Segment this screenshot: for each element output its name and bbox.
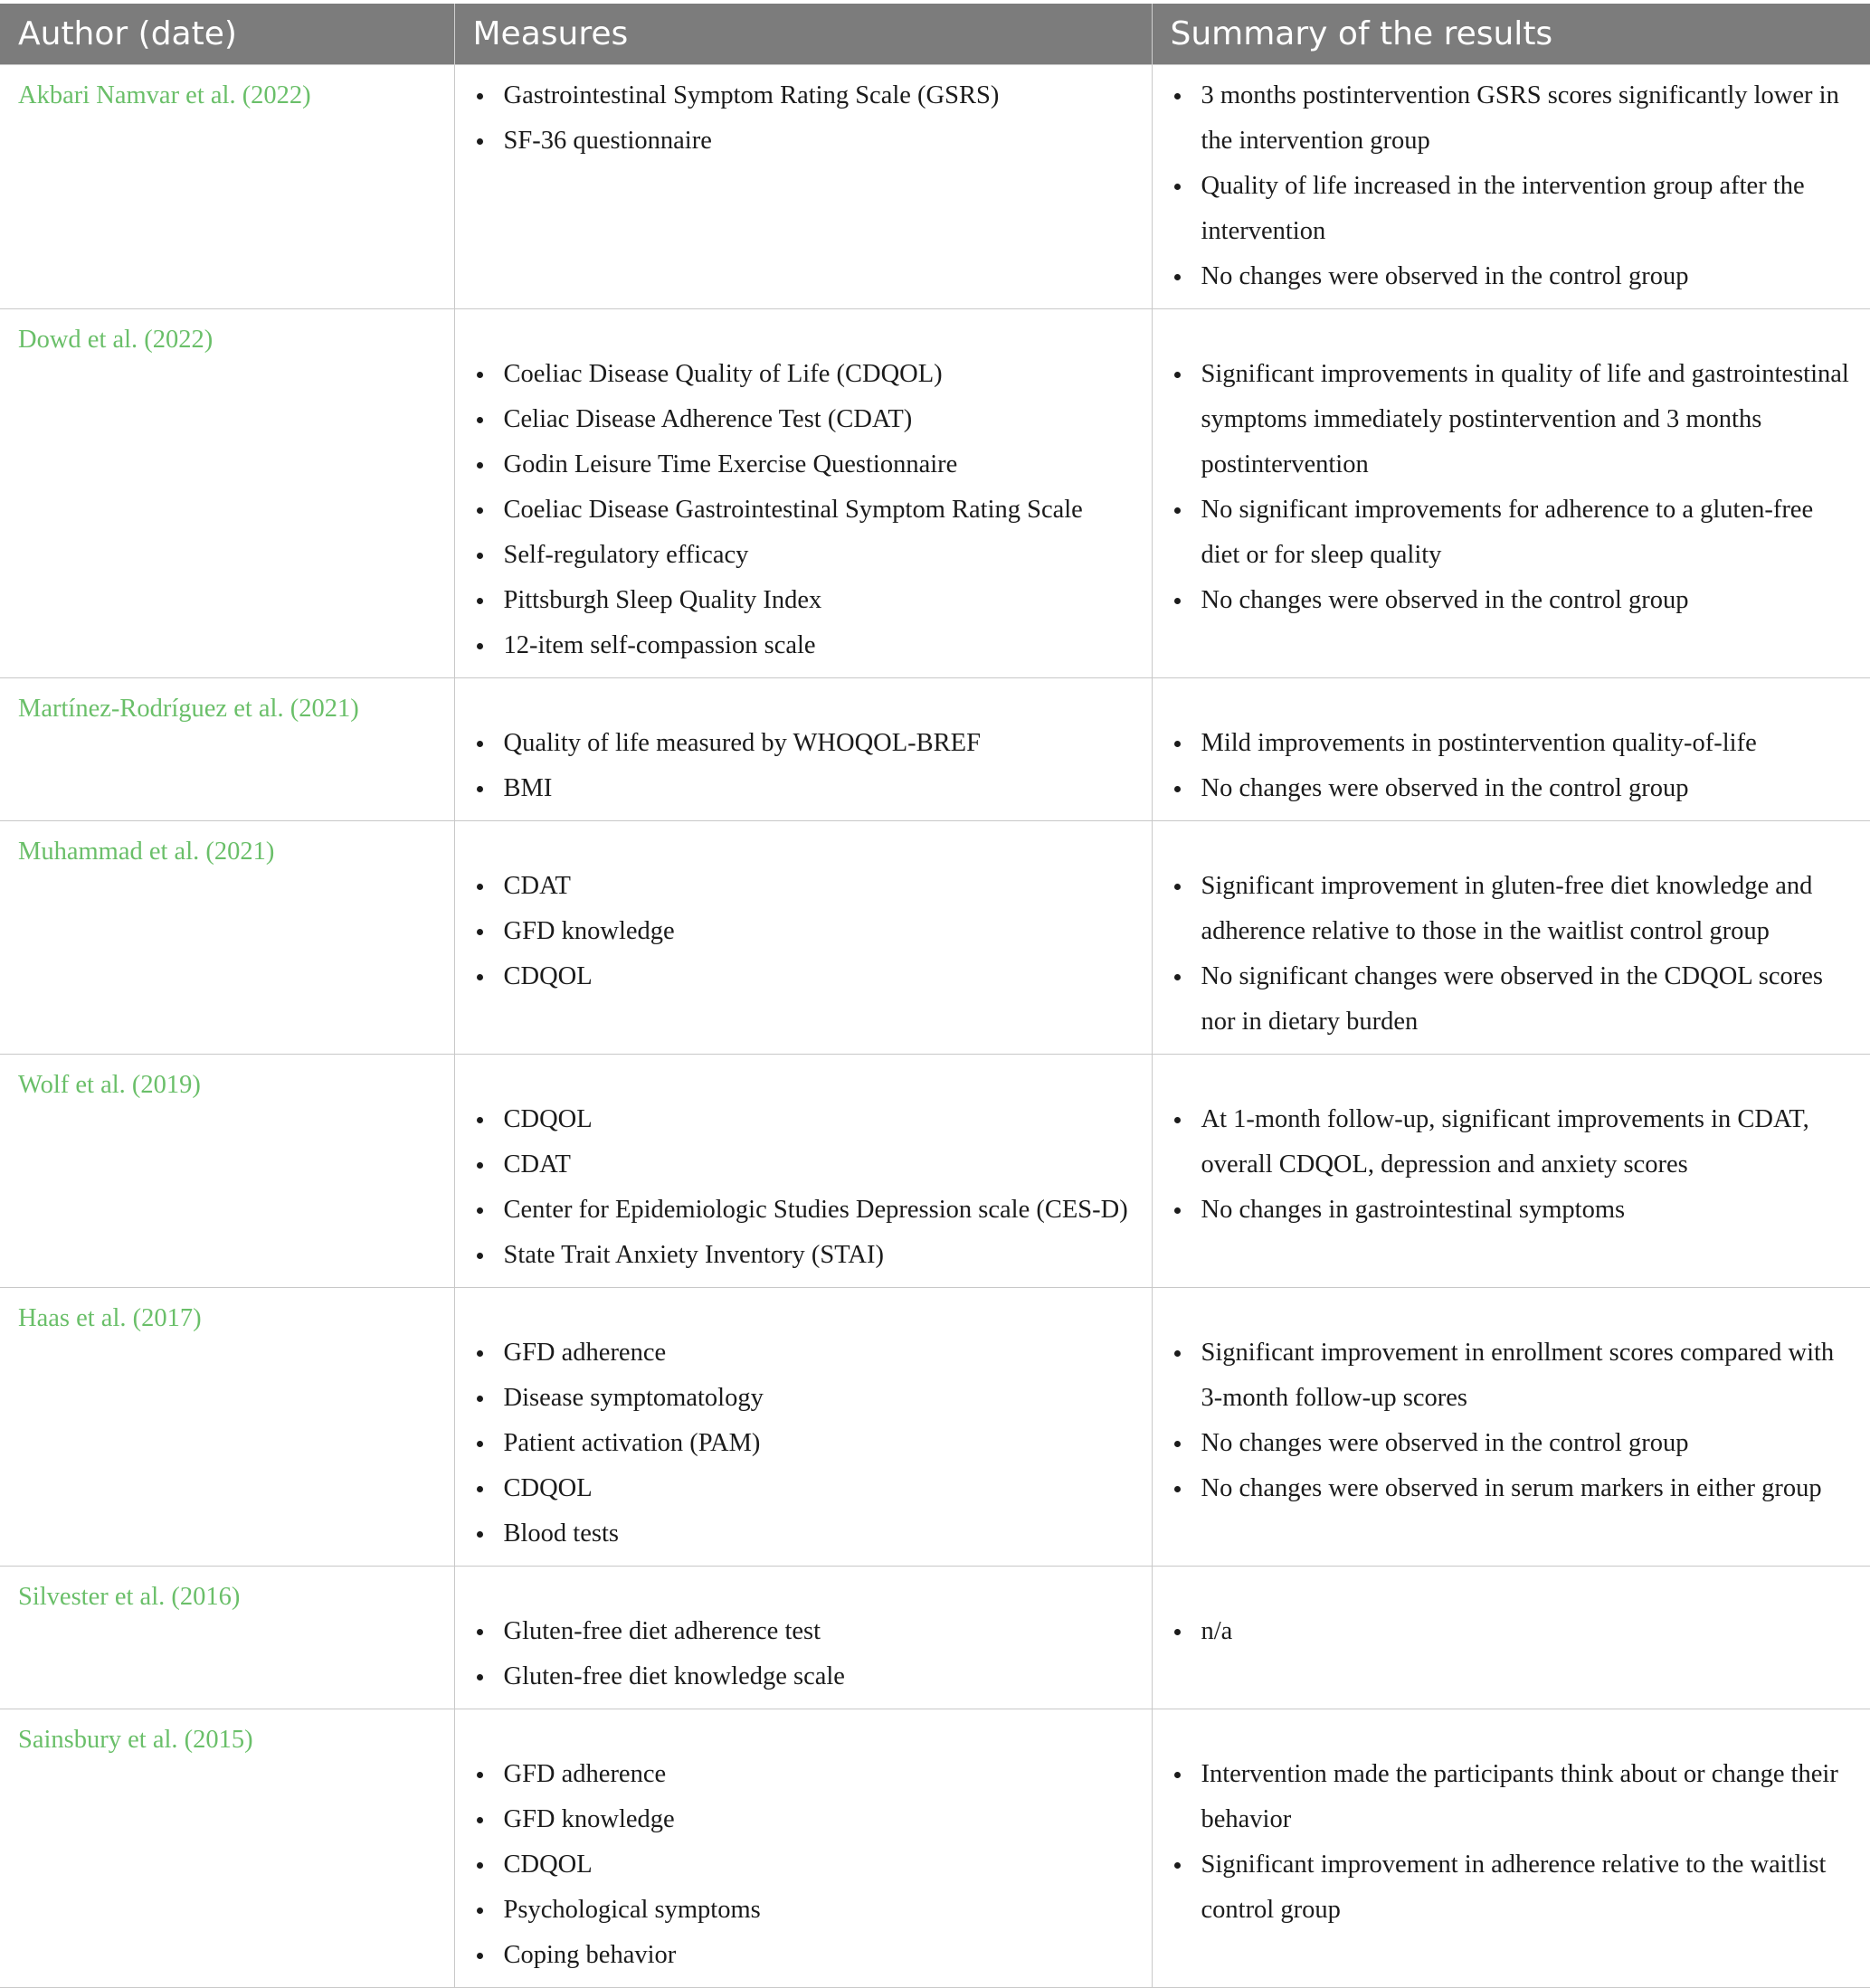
table-row [0,308,1870,677]
measure-item: 12-item self-compassion scale [455,623,1152,668]
measure-item: Psychological symptoms [455,1888,1152,1933]
results-list [1153,1567,1870,1663]
measure-item: SF-36 questionnaire [455,118,1152,164]
measures-list [455,65,1152,173]
measures-list [455,821,1152,1008]
table-row [0,1287,1870,1566]
author-link[interactable]: Muhammad et al. (2021) [0,821,454,875]
measure-item: Celiac Disease Adherence Test (CDAT) [455,397,1152,442]
result-item: Significant improvement in adherence relative to the waitlist control group [1153,1842,1870,1933]
result-item: No changes were observed in serum markers in either group [1153,1466,1870,1511]
result-item: Significant improvement in gluten-free diet knowledge and adherence relative to those in the waitlist control group [1153,864,1870,954]
measure-item: Coping behavior [455,1933,1152,1978]
result-item: No changes in gastrointestinal symptoms [1153,1188,1870,1233]
result-item: No significant improvements for adherence to a gluten-free diet or for sleep quality [1153,488,1870,578]
results-list [1153,65,1870,308]
measure-item: Disease symptomatology [455,1376,1152,1421]
header-row [0,4,1870,64]
author-link[interactable]: Wolf et al. (2019) [0,1055,454,1108]
measure-item: CDQOL [455,1097,1152,1142]
measure-item: Coeliac Disease Gastrointestinal Symptom Rating Scale [455,488,1152,533]
header-results: Summary of the results [1152,4,1870,64]
author-link[interactable]: Akbari Namvar et al. (2022) [0,65,454,118]
result-item: Significant improvement in enrollment scores compared with 3-month follow-up scores [1153,1330,1870,1421]
result-item: No changes were observed in the control group [1153,766,1870,811]
author-link[interactable]: Dowd et al. (2022) [0,309,454,363]
measures-list [455,309,1152,677]
measures-list [455,678,1152,820]
measure-item: Patient activation (PAM) [455,1421,1152,1466]
measure-item: CDAT [455,864,1152,909]
table-row [0,1566,1870,1709]
measures-list [455,1055,1152,1287]
measure-item: Center for Epidemiologic Studies Depression scale (CES-D) [455,1188,1152,1233]
results-table [0,4,1870,1988]
measure-item: Quality of life measured by WHOQOL-BREF [455,721,1152,766]
measure-item: CDAT [455,1142,1152,1188]
result-item: No changes were observed in the control group [1153,1421,1870,1466]
results-list [1153,821,1870,1054]
result-item: Significant improvements in quality of life and gastrointestinal symptoms immediately postintervention and 3 months postintervention [1153,352,1870,488]
author-link[interactable]: Silvester et al. (2016) [0,1567,454,1620]
result-item: Mild improvements in postintervention quality-of-life [1153,721,1870,766]
measures-list [455,1288,1152,1566]
measure-item: GFD adherence [455,1752,1152,1797]
measures-list [455,1709,1152,1987]
measure-item: CDQOL [455,1842,1152,1888]
measure-item: Gastrointestinal Symptom Rating Scale (GSRS) [455,73,1152,118]
results-list [1153,678,1870,820]
measure-item: CDQOL [455,1466,1152,1511]
results-list [1153,309,1870,632]
result-item: No changes were observed in the control group [1153,578,1870,623]
measure-item: Gluten-free diet adherence test [455,1609,1152,1654]
table-row [0,677,1870,820]
result-item: 3 months postintervention GSRS scores significantly lower in the intervention group [1153,73,1870,164]
result-item: No changes were observed in the control group [1153,254,1870,299]
measure-item: GFD adherence [455,1330,1152,1376]
author-link[interactable]: Haas et al. (2017) [0,1288,454,1341]
measure-item: Gluten-free diet knowledge scale [455,1654,1152,1699]
measure-item: Self-regulatory efficacy [455,533,1152,578]
measure-item: Godin Leisure Time Exercise Questionnaire [455,442,1152,488]
measure-item: GFD knowledge [455,909,1152,954]
table-row [0,1054,1870,1287]
measure-item: Blood tests [455,1511,1152,1557]
result-item: No significant changes were observed in the CDQOL scores nor in dietary burden [1153,954,1870,1045]
measure-item: BMI [455,766,1152,811]
table-row [0,64,1870,308]
table-row [0,1709,1870,1987]
header-author: Author (date) [0,4,454,64]
results-list [1153,1055,1870,1242]
result-item: At 1-month follow-up, significant improvements in CDAT, overall CDQOL, depression and anxiety scores [1153,1097,1870,1188]
results-list [1153,1288,1870,1520]
results-list [1153,1709,1870,1942]
measure-item: CDQOL [455,954,1152,999]
measure-item: Pittsburgh Sleep Quality Index [455,578,1152,623]
result-item: Quality of life increased in the intervention group after the intervention [1153,164,1870,254]
author-link[interactable]: Martínez-Rodríguez et al. (2021) [0,678,454,732]
table-row [0,820,1870,1054]
measure-item: State Trait Anxiety Inventory (STAI) [455,1233,1152,1278]
measure-item: GFD knowledge [455,1797,1152,1842]
result-item: n/a [1153,1609,1870,1654]
measure-item: Coeliac Disease Quality of Life (CDQOL) [455,352,1152,397]
header-measures: Measures [454,4,1152,64]
result-item: Intervention made the participants think about or change their behavior [1153,1752,1870,1842]
author-link[interactable]: Sainsbury et al. (2015) [0,1709,454,1763]
measures-list [455,1567,1152,1709]
